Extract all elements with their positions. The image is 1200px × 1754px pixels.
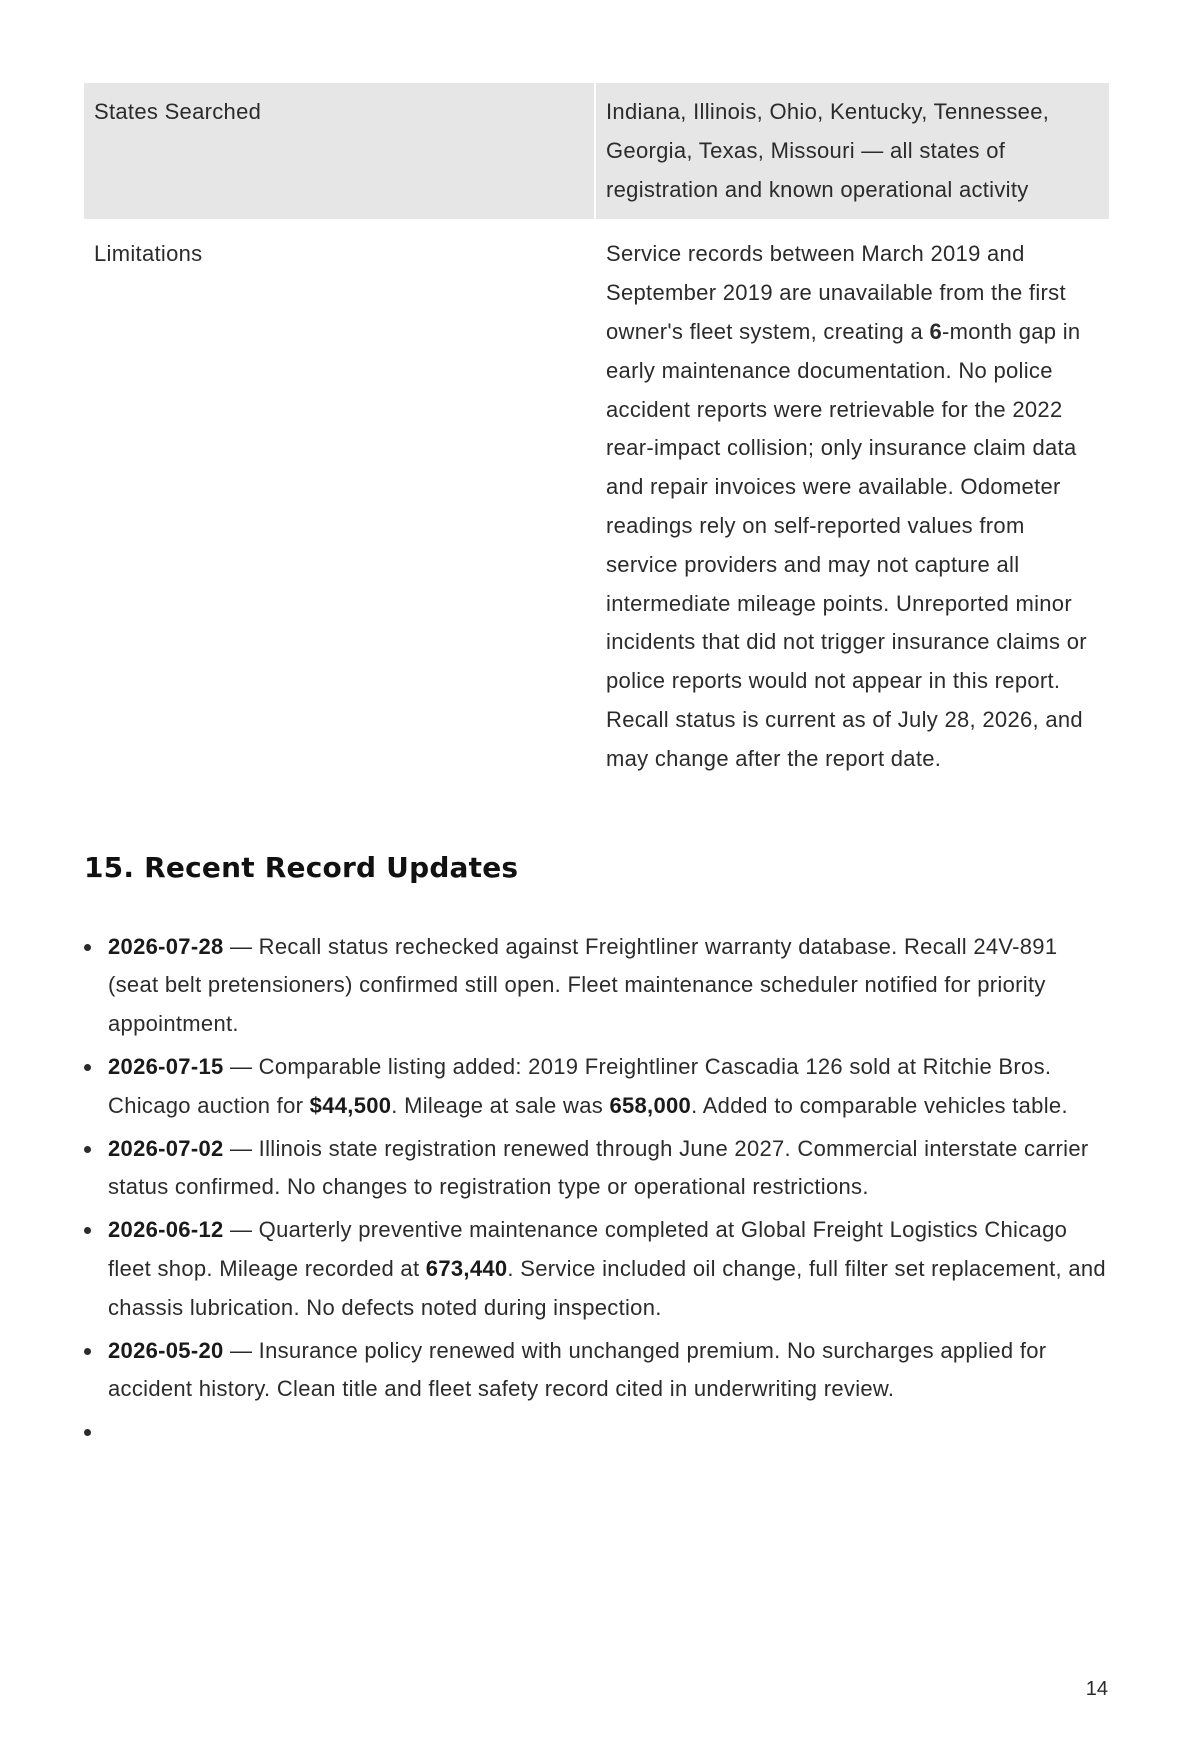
sale-price: $44,500	[309, 1092, 392, 1118]
list-item	[84, 928, 1109, 1044]
recorded-mileage: 673,440	[425, 1255, 508, 1281]
page-number: 14	[1085, 1678, 1108, 1700]
update-text: . Mileage at sale was	[391, 1092, 610, 1118]
gap-months-value: 6	[929, 318, 943, 344]
update-text: — Comparable listing added: 2019 Freightliner Cascadia 126 sold at Ritchie Bros. Chicago auction for	[108, 1053, 1052, 1118]
update-text: — Quarterly preventive maintenance completed at Global Freight Logistics Chicago fleet shop. Mileage recorded at	[108, 1217, 1068, 1281]
update-text: — Insurance policy renewed with unchanged premium. No surcharges applied for accident history. Clean title and fleet safety record cited in underwriting review.	[108, 1337, 1047, 1402]
table-row	[84, 83, 1109, 219]
update-text: . Added to comparable vehicles table.	[691, 1092, 1068, 1118]
list-item	[84, 1211, 1109, 1327]
limitations-text: Service records between March 2019 and September 2019 are unavailable from the first owner's fleet system, creating a	[606, 241, 1066, 344]
bullet-icon	[84, 1146, 91, 1153]
update-date: 2026-07-02	[108, 1135, 224, 1161]
document-page	[84, 83, 1109, 1455]
table-row	[84, 219, 1109, 788]
table-key-cell: Limitations	[94, 241, 203, 267]
update-text: — Recall status rechecked against Freightliner warranty database. Recall 24V-891 (seat belt pretensioners) confirmed still open. Fleet maintenance scheduler notified for priority appointment.	[108, 933, 1058, 1037]
sale-mileage: 658,000	[609, 1092, 692, 1118]
table-value-cell: Indiana, Illinois, Ohio, Kentucky, Tennessee, Georgia, Texas, Missouri — all states of registration and known operational activity	[596, 83, 1109, 219]
update-text: — Illinois state registration renewed through June 2027. Commercial interstate carrier status confirmed. No changes to registration type or operational restrictions.	[108, 1135, 1089, 1200]
update-date: 2026-05-20	[108, 1337, 224, 1363]
update-text: . Service included oil change, full filter set replacement, and chassis lubrication. No defects noted during inspection.	[108, 1255, 1106, 1320]
bullet-icon	[84, 1227, 91, 1234]
search-details-table	[84, 83, 1109, 789]
update-date: 2026-06-12	[108, 1217, 224, 1243]
bullet-icon	[84, 1064, 91, 1071]
update-date: 2026-07-15	[108, 1053, 224, 1079]
updates-list	[84, 928, 1109, 1452]
limitations-text: -month gap in early maintenance documentation. No police accident reports were retrievable for the 2022 rear-impact collision; only insurance claim data and repair invoices were available. Odometer readings rely on self-reported values from service providers and may not capture all intermediate mileage points. Unreported minor incidents that did not trigger insurance claims or police reports would not appear in this report. Recall status is current as of July 28, 2026, and may change after the report date.	[606, 318, 1087, 771]
bullet-icon	[84, 944, 91, 951]
list-item	[84, 1130, 1109, 1208]
table-key-cell: States Searched	[84, 83, 596, 219]
list-item	[84, 1048, 1109, 1126]
update-date: 2026-07-28	[108, 933, 224, 959]
bullet-icon	[84, 1348, 91, 1355]
bullet-icon	[84, 1429, 91, 1436]
list-item	[84, 1332, 1109, 1410]
list-item-empty	[84, 1413, 1109, 1451]
section-title: 15. Recent Record Updates	[84, 850, 519, 884]
table-value-cell	[596, 219, 1109, 788]
